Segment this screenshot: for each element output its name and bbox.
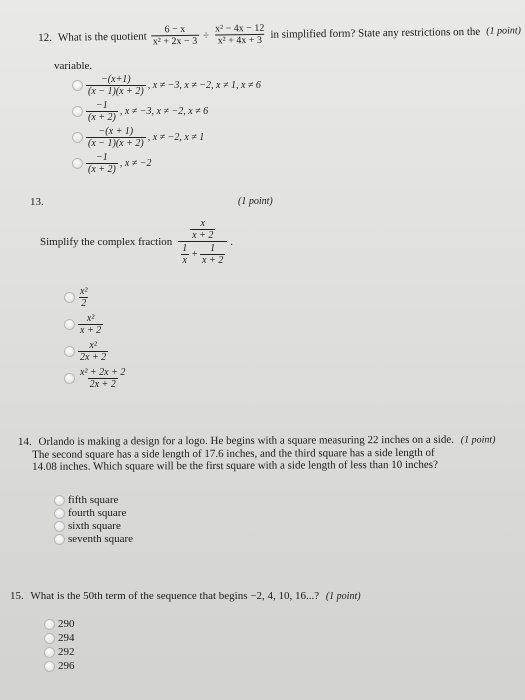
radio-icon[interactable] — [44, 633, 55, 644]
q12-choice-c[interactable]: $\frac{-(x + 1)}{(x - 1)(x + 2)}$ , x ≠ −2, x ≠ 1 — [72, 126, 261, 149]
q14-prompt — [18, 433, 518, 473]
q14-number: 14. — [18, 435, 32, 448]
q12-choice-a[interactable]: $\frac{-(x+1)}{(x - 1)(x + 2)}$ , x ≠ −3, x ≠ −2, x ≠ 1, x ≠ 6 — [72, 74, 261, 97]
radio-icon[interactable] — [44, 661, 55, 672]
q15-text: What is the 50th term of the sequence that begins −2, 4, 10, 16...? — [30, 590, 320, 602]
q12-text-wrap: variable. — [54, 60, 93, 72]
q14-choice-a[interactable]: fifth square — [54, 494, 133, 506]
q14-choices — [54, 494, 133, 545]
q15-number: 15. — [10, 590, 24, 602]
q12-frac1-num: 6 − x — [164, 23, 186, 36]
q13-complex-fraction: x x + 2 $\frac{1}{x}$ + $\frac{1}{x + 2}$ — [178, 218, 227, 266]
q15-points: (1 point) — [325, 591, 361, 602]
q12-frac1-den: x² + 2x − 3 — [151, 35, 199, 48]
q12-frac2-den: x² + 4x + 3 — [216, 34, 264, 47]
q12-choice-b[interactable]: $\frac{-1}{(x + 2)}$ , x ≠ −3, x ≠ −2, x ≠ 6 — [72, 100, 261, 123]
radio-icon[interactable] — [54, 495, 65, 506]
radio-icon[interactable] — [44, 619, 55, 630]
radio-icon[interactable] — [72, 132, 83, 143]
q13-number: 13. — [30, 196, 44, 208]
q12-prompt — [38, 19, 521, 49]
radio-icon[interactable] — [64, 292, 75, 303]
q15-choice-c[interactable]: 292 — [44, 646, 75, 658]
radio-icon[interactable] — [54, 534, 65, 545]
q15-choice-d[interactable]: 296 — [44, 660, 75, 672]
q14-choice-b[interactable]: fourth square — [54, 507, 133, 519]
q12-fraction-1 — [151, 24, 200, 48]
radio-icon[interactable] — [64, 346, 75, 357]
q13-choice-c[interactable]: $\frac{\text{x²}}{2x + 2}$ — [64, 340, 127, 363]
q12-choices — [72, 74, 261, 175]
q15-choices — [44, 618, 75, 672]
q14-choice-d[interactable]: seventh square — [54, 533, 133, 545]
radio-icon[interactable] — [64, 373, 75, 384]
q15-prompt — [10, 590, 361, 602]
radio-icon[interactable] — [72, 158, 83, 169]
q14-points: (1 point) — [460, 434, 496, 446]
q15-choice-b[interactable]: 294 — [44, 632, 75, 644]
q14-line3: 14.08 inches. Which square will be the first square with a side length of less than 10 inches? — [32, 458, 438, 473]
q13-choice-a[interactable]: $\frac{\text{x²}}{2}$ — [64, 286, 127, 309]
q13-points: (1 point) — [238, 196, 273, 207]
q13-choice-d[interactable]: $\frac{\text{x² + 2x + 2}}{2x + 2}$ — [64, 367, 127, 390]
q13-choices — [64, 286, 127, 390]
radio-icon[interactable] — [44, 647, 55, 658]
q15-choice-a[interactable]: 290 — [44, 618, 75, 630]
q12-text-before: What is the quotient — [57, 29, 147, 44]
radio-icon[interactable] — [54, 508, 65, 519]
q13-text: Simplify the complex fraction — [40, 236, 173, 248]
radio-icon[interactable] — [72, 80, 83, 91]
q14-line2: The second square has a side length of 17.6 inches, and the third square has a side length of — [32, 446, 435, 461]
q14-line1: Orlando is making a design for a logo. He begins with a square measuring 22 inches on a side. — [38, 433, 455, 448]
q12-number: 12. — [38, 31, 52, 44]
q12-divide-sign: ÷ — [202, 29, 210, 42]
q13-choice-b[interactable]: $\frac{\text{x²}}{x + 2}$ — [64, 313, 127, 336]
q13-prompt: Simplify the complex fraction x x + 2 $\frac{1}{x}$ + $\frac{1}{x + 2}$ . — [40, 218, 233, 266]
q14-choice-c[interactable]: sixth square — [54, 520, 133, 532]
q12-frac2-num: x² − 4x − 12 — [214, 22, 265, 35]
q12-choice-d[interactable]: $\frac{-1}{(x + 2)}$ , x ≠ −2 — [72, 152, 261, 175]
q12-points: (1 point) — [486, 25, 522, 37]
radio-icon[interactable] — [64, 319, 75, 330]
radio-icon[interactable] — [54, 521, 65, 532]
radio-icon[interactable] — [72, 106, 83, 117]
q12-fraction-2 — [213, 23, 267, 47]
q12-text-after: in simplified form? State any restrictions on the — [270, 25, 481, 41]
